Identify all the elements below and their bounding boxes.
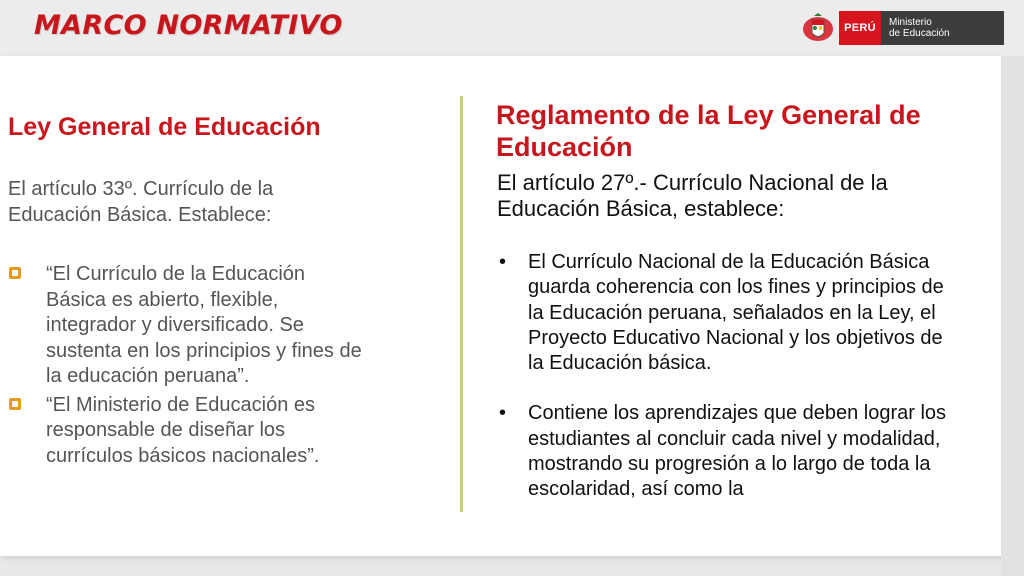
right-edge-strip <box>1001 56 1024 576</box>
country-badge: PERÚ <box>839 11 881 45</box>
page-title: MARCO NORMATIVO <box>34 10 343 41</box>
coat-of-arms-icon <box>801 11 835 45</box>
square-bullet-icon <box>8 266 22 280</box>
bullet-dot-icon: • <box>499 402 507 425</box>
left-column-title: Ley General de Educación <box>8 113 321 141</box>
bullet-dot-icon: • <box>499 251 507 273</box>
list-item <box>8 262 368 390</box>
ministry-logo <box>801 11 1004 45</box>
ministry-label <box>881 11 1004 45</box>
list-item <box>497 250 957 376</box>
list-item <box>8 393 368 470</box>
ministry-line-2: de Educación <box>889 28 950 39</box>
list-item-text: Contiene los aprendizajes que deben lograr los estudiantes al concluir cada nivel y modalidad, mostrando su progresión a lo largo de toda la escolaridad, así como la <box>528 402 947 501</box>
left-column-intro: El artículo 33º. Currículo de la Educación Básica. Establece: <box>8 178 274 226</box>
list-item <box>497 401 957 502</box>
column-divider <box>460 96 463 512</box>
right-column-title: Reglamento de la Ley General de Educación <box>496 100 921 162</box>
square-bullet-icon <box>8 397 22 411</box>
list-item-text: “El Ministerio de Educación es responsable de diseñar los currículos básicos nacionales”. <box>46 393 320 467</box>
ministry-line-1: Ministerio <box>889 17 932 28</box>
list-item-text: El Currículo Nacional de la Educación Básica guarda coherencia con los fines y principios de la Educación peruana, señalados en la Ley, el Proyecto Educativo Nacional y los objetivos de la Educación básica. <box>528 251 944 375</box>
right-bullet-list <box>497 250 957 528</box>
left-bullet-list <box>8 262 368 472</box>
right-column-intro: El artículo 27º.- Currículo Nacional de la Educación Básica, establece: <box>497 170 888 221</box>
list-item-text: “El Currículo de la Educación Básica es abierto, flexible, integrador y diversificado. Se sustenta en los principios y fines de la educación peruana”. <box>46 263 362 387</box>
